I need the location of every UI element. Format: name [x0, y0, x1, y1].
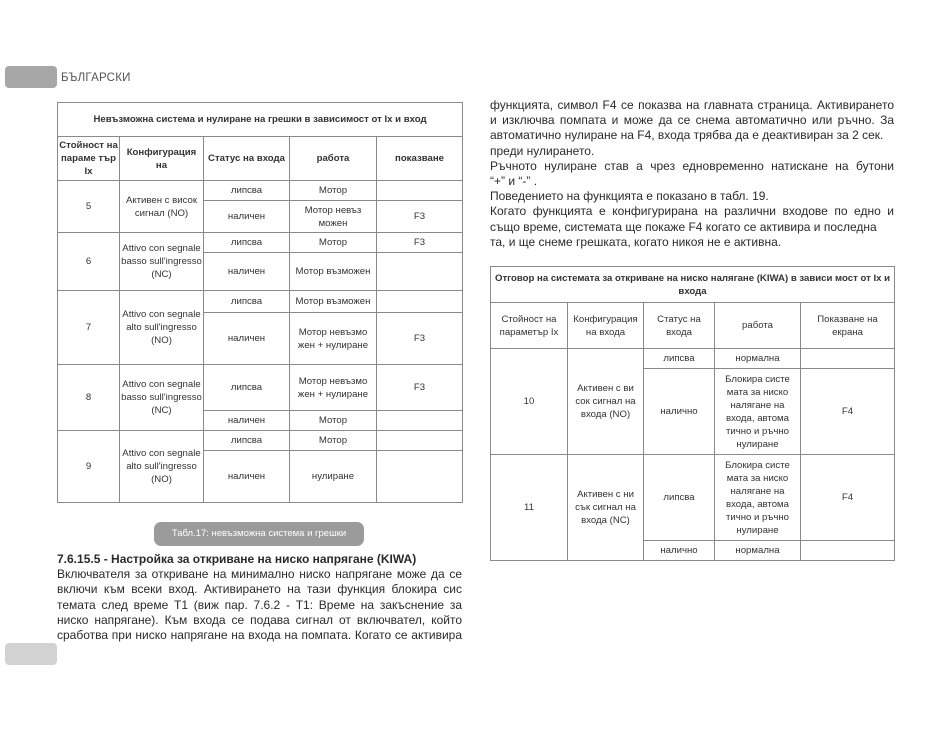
cell-display	[377, 411, 463, 431]
cell-config: Attivo con segnale basso sull'ingresso (NC)	[120, 233, 204, 291]
table-row	[58, 291, 463, 313]
cell-status: наличен	[204, 201, 290, 233]
cell-status: липсва	[644, 455, 715, 541]
col-header-work: работа	[290, 137, 377, 181]
cell-config: Активен с висок сигнал (NO)	[120, 181, 204, 233]
language-label: БЪЛГАРСКИ	[61, 72, 131, 84]
cell-work: Мотор невъзмо жен + нулиране	[290, 313, 377, 365]
cell-status: наличен	[204, 313, 290, 365]
text-line: Когато функцията е конфигурирана на различни входове по едно и	[490, 204, 894, 219]
cell-config: Attivo con segnale alto sull'ingresso (NO)	[120, 431, 204, 503]
text-line: Ръчното нулиране став а чрез едновременно натискане на бутони	[490, 158, 894, 173]
text-line: и изключва помпата и може да се снема автоматично или ръчно. За	[490, 113, 894, 128]
cell-status: липсва	[204, 181, 290, 201]
cell-work: нулиране	[290, 451, 377, 503]
cell-work: Мотор невъз можен	[290, 201, 377, 233]
table-row	[58, 233, 463, 253]
text-line: също време, системата ще покаже F4 когато се активира и последна	[490, 219, 877, 234]
text-line: автоматично нулиране на F4, входа трябва да е деактивиран за 2 сек.	[490, 128, 884, 143]
cell-value: 11	[491, 455, 568, 561]
col-header-value: Стойност на параметър Ix	[491, 303, 568, 349]
cell-status: наличен	[204, 451, 290, 503]
text-line: “+” и “-” .	[490, 174, 538, 189]
col-header-config: Конфигурация на входа	[568, 303, 644, 349]
cell-display	[377, 253, 463, 291]
text-line: сработва при ниско напрягане на входа на помпата. Когато се активира	[57, 628, 462, 643]
cell-config: Активен с ви сок сигнал на входа (NO)	[568, 349, 644, 455]
col-header-config: Конфигурация на	[120, 137, 204, 181]
cell-config: Attivo con segnale basso sull'ingresso (NC)	[120, 365, 204, 431]
cell-value: 7	[58, 291, 120, 365]
cell-config: Attivo con segnale alto sull'ingresso (NO)	[120, 291, 204, 365]
cell-display	[377, 451, 463, 503]
cell-status: липсва	[204, 233, 290, 253]
text-line: ниско напрягане). Към входа се подава сигнал от включвател, който	[57, 612, 462, 627]
table-row	[491, 455, 895, 541]
cell-display	[377, 291, 463, 313]
cell-work: Мотор	[290, 431, 377, 451]
cell-status: наличен	[204, 253, 290, 291]
table-17-caption: Табл.17: невъзможна система и грешки	[154, 522, 364, 546]
cell-status: липсва	[204, 291, 290, 313]
cell-work: Мотор	[290, 411, 377, 431]
col-header-work: работа	[715, 303, 801, 349]
cell-work: нормална	[715, 349, 801, 369]
table-row	[491, 349, 895, 369]
table-17-title: Невъзможна система и нулиране на грешки в зависимост от Ix и вход	[58, 103, 463, 137]
cell-display: F3	[377, 365, 463, 411]
cell-display	[801, 349, 895, 369]
cell-display: F4	[801, 369, 895, 455]
col-header-status: Статус на входа	[644, 303, 715, 349]
table-row	[58, 181, 463, 201]
cell-work: Мотор	[290, 181, 377, 201]
cell-value: 6	[58, 233, 120, 291]
text-line: Поведението на функцията е показано в табл. 19.	[490, 189, 769, 204]
col-header-value: Стойност на параме тър Ix	[58, 137, 120, 181]
table-row	[58, 365, 463, 411]
cell-value: 8	[58, 365, 120, 431]
cell-display	[377, 181, 463, 201]
cell-value: 5	[58, 181, 120, 233]
cell-work: Мотор възможен	[290, 253, 377, 291]
right-text-block	[490, 98, 894, 250]
text-line: преди нулирането.	[490, 143, 595, 158]
cell-display	[377, 431, 463, 451]
cell-display	[801, 541, 895, 561]
table-kiwa	[490, 266, 895, 561]
text-line: функцията, символ F4 се показва на главната страница. Активирането	[490, 98, 894, 112]
cell-display: F3	[377, 233, 463, 253]
table-17	[57, 102, 463, 503]
cell-display: F3	[377, 313, 463, 365]
cell-status: липсва	[204, 365, 290, 411]
table-row	[58, 431, 463, 451]
cell-display: F3	[377, 201, 463, 233]
page-tab-marker-bottom	[5, 643, 57, 665]
cell-status: наличен	[204, 411, 290, 431]
cell-work: нормална	[715, 541, 801, 561]
cell-display: F4	[801, 455, 895, 541]
section-heading: 7.6.15.5 - Настройка за откриване на ниско напрягане (KIWA)	[57, 552, 417, 566]
page-tab-marker-top	[5, 66, 57, 88]
cell-status: липсва	[204, 431, 290, 451]
text-line: Включвателя за откриване на минимално ниско напрягане може да се	[57, 567, 462, 582]
cell-value: 10	[491, 349, 568, 455]
text-line: включи към всеки вход. Активирането на тази функция блокира сис	[57, 582, 462, 597]
cell-work: Мотор възможен	[290, 291, 377, 313]
cell-work: Мотор невъзмо жен + нулиране	[290, 365, 377, 411]
cell-value: 9	[58, 431, 120, 503]
col-header-status: Статус на входа	[204, 137, 290, 181]
text-line: темата след време Т1 (виж пар. 7.6.2 - Т1: Време на закъснение за	[57, 597, 462, 612]
cell-work: Блокира систе мата за ниско налягане на входа, автома тично и ръчно нулиране	[715, 369, 801, 455]
cell-config: Активен с ни сък сигнал на входа (NC)	[568, 455, 644, 561]
cell-work: Мотор	[290, 233, 377, 253]
col-header-display: Показване на екрана	[801, 303, 895, 349]
cell-work: Блокира систе мата за ниско налягане на входа, автома тично и ръчно нулиране	[715, 455, 801, 541]
cell-status: налично	[644, 541, 715, 561]
table-kiwa-title: Отговор на системата за откриване на ниско налягане (KIWA) в зависи мост от Ix и входа	[491, 267, 895, 303]
cell-status: липсва	[644, 349, 715, 369]
cell-status: налично	[644, 369, 715, 455]
left-text-block	[57, 552, 462, 643]
col-header-display: показване	[377, 137, 463, 181]
text-line: та, и ще снеме грешката, когато никоя не е активна.	[490, 234, 782, 249]
